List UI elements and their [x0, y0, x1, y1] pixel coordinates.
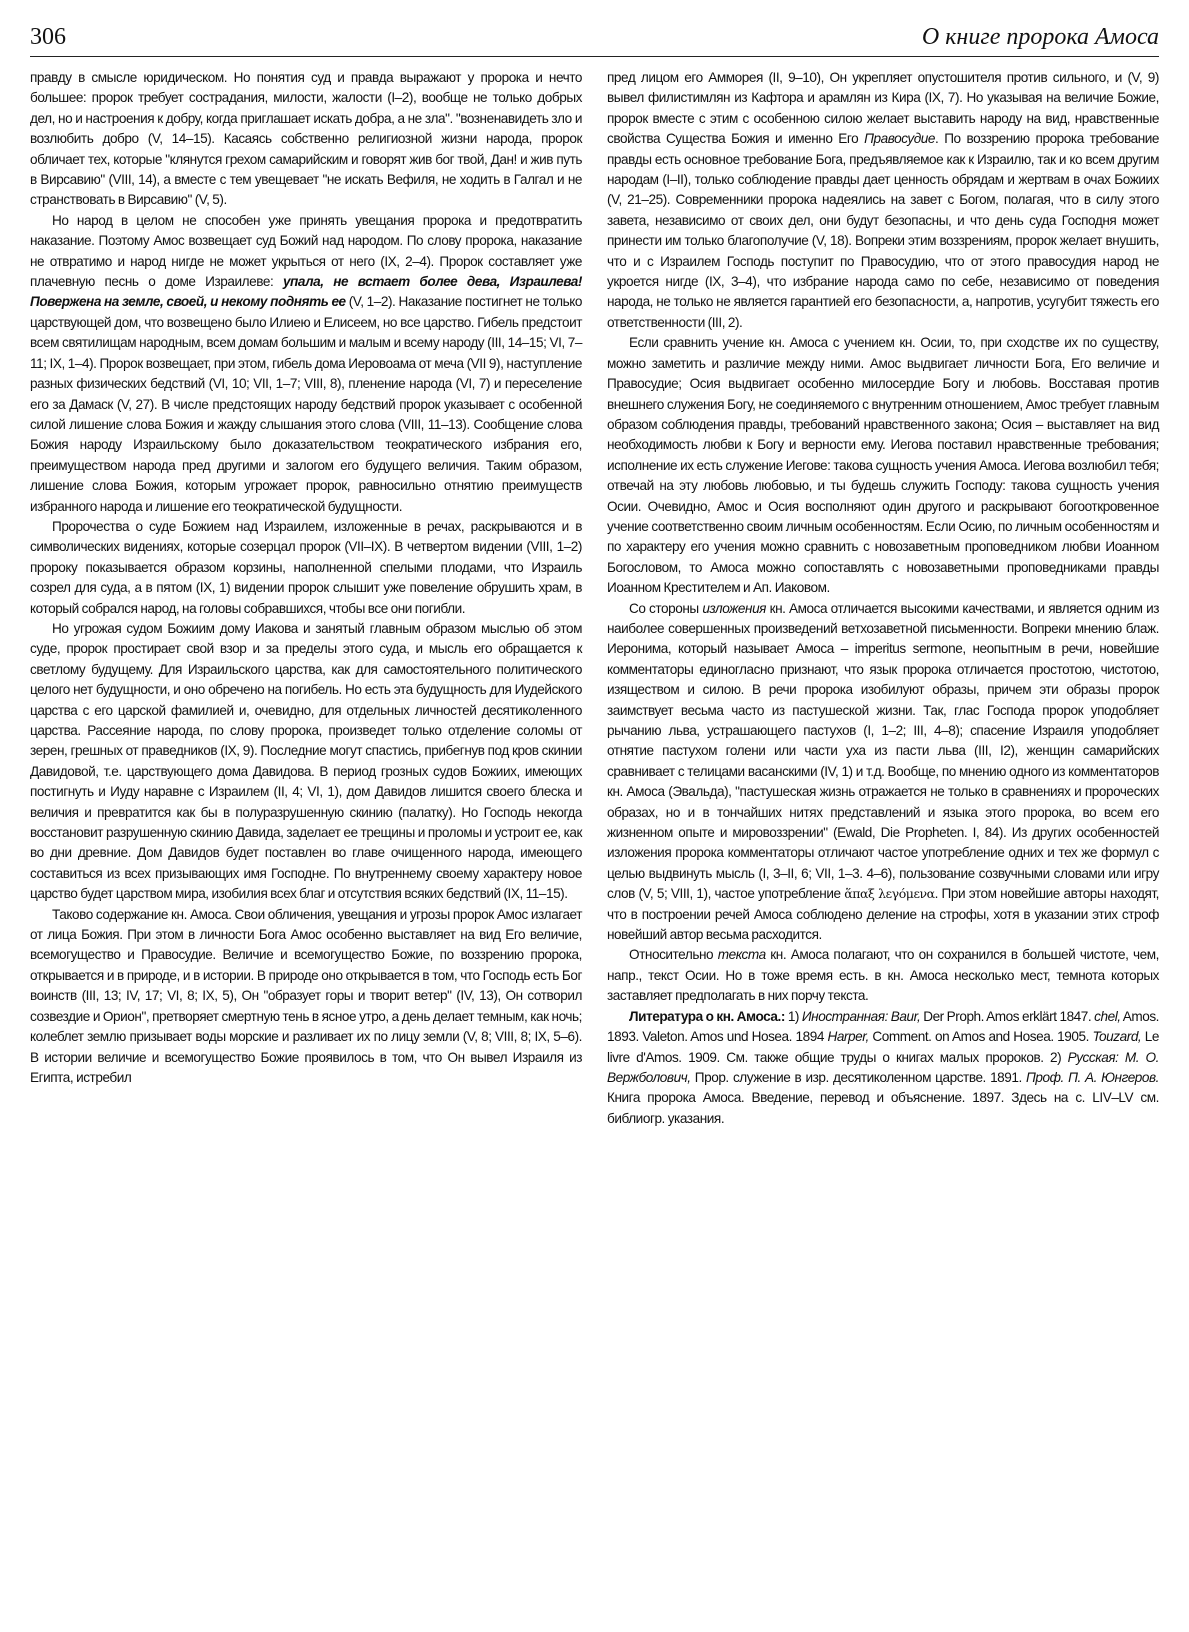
left-column	[30, 68, 582, 1088]
paragraph	[30, 517, 582, 619]
paragraph-text: Comment. on Amos and Hosea. 1905.	[868, 1029, 1093, 1045]
author-name: Baur,	[887, 1008, 921, 1024]
author-name: Touzard,	[1092, 1029, 1142, 1045]
paragraph-text: кн. Амоса полагают, что он сохранился в большей чистоте, чем, напр., текст Осии. Но в тоже время есть. в кн. Амоса несколько мест, темнота которых заставляет предполагать в них порчу текста.	[607, 947, 1160, 1004]
paragraph	[607, 333, 1159, 598]
paragraph-text: Но народ в целом не способен уже принять увещания пророка и предотвратить наказание. Поэтому Амос возвещает суд Божий над народом. По слову пророка, наказание не отвратимо и народ нигде не может укрыться от него (IX, 2–4). Пророк составляет уже плачевную песнь о доме Израилеве:	[30, 212, 582, 290]
paragraph	[607, 599, 1159, 946]
header-rule	[30, 56, 1159, 57]
paragraph-text: Если сравнить учение кн. Амоса с учением кн. Осии, то, при сходстве их по существу, можно заметить и различие между ними. Амос выдвигает личности Бога, Его величие и Правосудие; Осия выдвигает особенно милосердие Богу и любовь. Восставая против внешнего служения Богу, не соединяемого с внутренним отношением, Амос требует главным образом соблюдения правды, требований нравственного закона; Осия – выставляет на вид необходимость любви к Богу и верности ему. Иегова поставил нравственные требования; исполнение их есть служение Иегове: такова сущность учения Амоса. Иегова возлюбил тебя; отвечай на эту любовь любовью, и ты будешь служить Господу: такова сущность учения Осии. Очевидно, Амос и Осия восполняют один другого и раскрывают богооткровенное учение соответственно своим личным особенностям. Если Осию, по личным особенностям и по характеру его учения можно сравнить с новозаветным проповедником любви Иоанном Богословом, то Амоса можно сопоставлять с новозаветными проповедниками правды Иоанном Крестителем и Ап. Иаковом.	[607, 335, 1159, 596]
author-name: chel,	[1094, 1008, 1121, 1024]
emphasis-text: Правосудие	[864, 131, 936, 147]
paragraph	[30, 905, 582, 1089]
scripture-quote: упала, не встает более дева, Израилева! Повержена на земле, своей, и некому поднять ее	[30, 274, 582, 310]
paragraph-text: . При этом новейшие авторы находят, что в построении речей Амоса соблюдено деление на строфы, хотя в указании этих строф новейший автор весьма расходится.	[607, 886, 1160, 943]
paragraph-text: Но угрожая судом Божиим дому Иакова и занятый главным образом мыслью об этом суде, пророк простирает свой взор и за пределы этого суда, и мысль его обращается к светлому будущему. Для Израильского царства, как для самостоятельного политического целого нет будущности, и оно обречено на погибель. Но есть эта будущность для Иудейского царства с его царской фамилией и, очевидно, для отдельных личностей десятиколенного царства. Рассеяние народа, по слову пророка, произведет только отделение соломы от зерен, грешных от праведников (IX, 9). Последние могут спастись, прибегнув под кров скинии Давидовой, т.е. царствующего дома Давидова. В период грозных судов Божиих, имеющих постигнуть и Иуду наравне с Израилем (II, 4; VI, 1), дом Давидов лишится своего блеска и величия и превратится как бы в полуразрушенную скинию (палатку). Но Господь некогда восстановит разрушенную скинию Давида, заделает ее трещины и проломы и устроит ее, как во дни древние. Дом Давидов будет поставлен во главе очищенного народа, имеющего составиться из всех призывающих имя Господне. По внутреннему своему характеру новое царство будет царством мира, изобилия всех благ и отсутствия всяких бедствий (IX, 11–15).	[30, 620, 582, 902]
paragraph-text: . По воззрению пророка требование правды есть основное требование Бога, предъявляемое как к Израилю, так и ко всем другим народам (I–II), только соблюдение правды дает ценность обрядам и жертвам в очах Божиих (V, 21–25). Современники пророка надеялись на завет с Богом, полагая, что в силу этого завета, независимо от своих дел, они будут безопасны, и что день суда Господня может принести им только благополучие (V, 18). Вопреки этим воззрениям, пророк желает внушить, что и с Израилем Господь поступит по Правосудию, что от этого правосудия народ не укроется нигде (IX, 3–4), что избрание народа само по себе, независимо от поведения народа, не только не является гарантией его безопасности, а, напротив, усугубит тяжесть его ответственности (III, 2).	[607, 131, 1160, 330]
paragraph-text: Der Proph. Amos erklärt 1847.	[920, 1008, 1095, 1024]
paragraph-text: Таково содержание кн. Амоса. Свои обличения, увещания и угрозы пророк Амос излагает от лица Божия. При этом в личности Бога Амос особенно выставляет на вид Его величие, всемогущество и Правосудие. Величие и всемогущество Божие, по воззрению пророка, открывается и в природе, и в истории. В природе оно открывается в том, что Господь есть Бог воинств (III, 13; IV, 17; VI, 8; IX, 5), Он "образует горы и творит ветер" (IV, 13), Он сотворил созвездие и Орион", претворяет смертную тень в ясное утро, а день делает темным, как ночь; колеблет землю призывает воды морские и разливает их по лицу земли (V, 8; VIII, 8; IX, 5–6). В истории величие и всемогущество Божие проявилось в том, что Он вывел Израиля из Египта, истребил	[30, 906, 582, 1085]
paragraph-text: Le livre d'Amos. 1909. См. также общие труды о книгах малых пророков. 2)	[607, 1029, 1159, 1065]
emphasis-text: Иностранная:	[801, 1008, 888, 1024]
paragraph	[607, 68, 1159, 333]
paragraph-text: Относительно	[629, 947, 718, 963]
paragraph	[607, 945, 1159, 1006]
page-number: 306	[30, 24, 66, 50]
emphasis-text: изложения	[702, 600, 766, 616]
right-column	[607, 68, 1159, 1129]
paragraph-text: Со стороны	[629, 600, 703, 616]
paragraph	[30, 211, 582, 517]
paragraph	[30, 619, 582, 905]
paragraph	[30, 68, 582, 211]
paragraph-text: (V, 1–2). Наказание постигнет не только царствующей дом, что возвещено было Илиею и Елисеем, но все царство. Гибель предстоит всем святилищам народным, всем домам большим и малым и всему народу (III, 14–15; VI, 7–11; IX, 1–4). Пророк возвещает, при этом, гибель дома Иеровоама от меча (VII 9), наступление разных физических бедствий (VI, 10; VII, 1–7; VIII, 8), пленение народа (VI, 7) и переселение его за Дамаск (V, 27). В числе предстоящих народу бедствий пророк указывает с особенной силой лишение слова Божия и жажду слышания этого слова (VIII, 11–13). Сообщение слова Божия народу Израильскому было доказательством теократического избрания его, преимуществом народа пред другими и залогом его будущего величия. Таким образом, лишение слова Божия, которым угрожает пророк, равносильно отнятию преимуществ избранного народа и лишение его теократической будущности.	[30, 294, 582, 514]
paragraph-text: Прор. служение в изр. десятиколенном царстве. 1891.	[690, 1069, 1027, 1085]
paragraph-text: Пророчества о суде Божием над Израилем, изложенные в речах, раскрываются и в символических видениях, которые созерцал пророк (VII–IX). В четвертом видении (VIII, 1–2) пророку показывается образом корзины, наполненной спелыми плодами, что Израиль созрел для суда, а в пятом (IX, 1) видении пророк слышит уже повеление обрушить храм, в который собрался народ, на головы собравшихся, чтобы все они погибли.	[30, 518, 582, 616]
author-name: Harper,	[827, 1029, 869, 1045]
paragraph-text: Книга пророка Амоса. Введение, перевод и объяснение. 1897. Здесь на с. LIV–LV см. библиогр. указания.	[607, 1090, 1159, 1126]
paragraph-text: 1)	[784, 1008, 802, 1024]
greek-phrase: ἅπαξ λεγόμενα	[844, 886, 935, 902]
running-title: О книге пророка Амоса	[921, 24, 1159, 50]
paragraph-text: правду в смысле юридическом. Но понятия суд и правда выражают у пророка и нечто большее: пророк требует сострадания, милости, жалости (I–2), вообще не только добрых дел, но и настроения к добру, когда приглашает искать добра, а не зла". "возненавидеть зло и возлюбить добро (V, 14–15). Касаясь собственно религиозной жизни народа, пророк обличает тех, которые "клянутся грехом самарийским и говорят жив бог твой, Дан! и жив путь в Вирсавию" (VIII, 14), а вместе с тем увещевает "не искать Вефиля, не ходить в Галгал и не странствовать в Вирсавию" (V, 5).	[30, 70, 582, 208]
author-name: Русская: М. О. Вержболович,	[607, 1049, 1159, 1085]
paragraph-text: пред лицом его Амморея (II, 9–10), Он укрепляет опустошителя против сильного, и (V, 9) вывел филистимлян из Кафтора и арамлян из Кира (IX, 7). Но указывая на величие Божие, пророк вместе с этим с особенною силою желает выставить народу на вид, нравственные свойства Существа Божия и именно Его	[607, 70, 1159, 147]
literature-paragraph	[607, 1007, 1159, 1129]
paragraph-text: кн. Амоса отличается высокими качествами, и является одним из наиболее совершенных произведений ветхозаветной письменности. Вопреки мнению блаж. Иеронима, который называет Амоса – imperitus sermone, неопытным в речи, новейшие комментаторы единогласно признают, что язык пророка отличается простотою, чистотою, изяществом и силою. В речи пророка изобилуют образы, причем эти образы пророк заимствует весьма часто из пастушеской жизни. Так, глас Господа пророк уподобляет рычанию льва, устрашающего пастухов (I, 1–2; III, 4–8); спасение Израиля уподобляет отнятие пастухом голени или части уха из пасти льва (III, I2), женщин самарийских сравнивает с телицами васанскими (IV, 1) и т.д. Вообще, по мнению одного из комментаторов кн. Амоса (Эвальда), "пастушеская жизнь отражается не только в сравнениях и пророческих образах, но и в тончайших нитях представлений и языка этого пророка, во всем его жизненном опыте и мировоззрении" (Ewald, Die Propheten. I, 84). Из других особенностей изложения пророка комментаторы отличают частое употребление одних и тех же формул с целью выдвинуть мысль (I, 3–II, 6; VII, 1–3. 4–6), пользование созвучными словами или игру слов (V, 5; VIII, 1), частое употребление	[607, 600, 1160, 902]
literature-heading: Литература о кн. Амоса.:	[629, 1008, 785, 1024]
paragraph-text: Amos. 1893. Valeton. Amos und Hosea. 1894	[607, 1008, 1160, 1045]
emphasis-text: текста	[717, 947, 766, 963]
author-name: Проф. П. А. Юнгеров.	[1026, 1069, 1159, 1085]
